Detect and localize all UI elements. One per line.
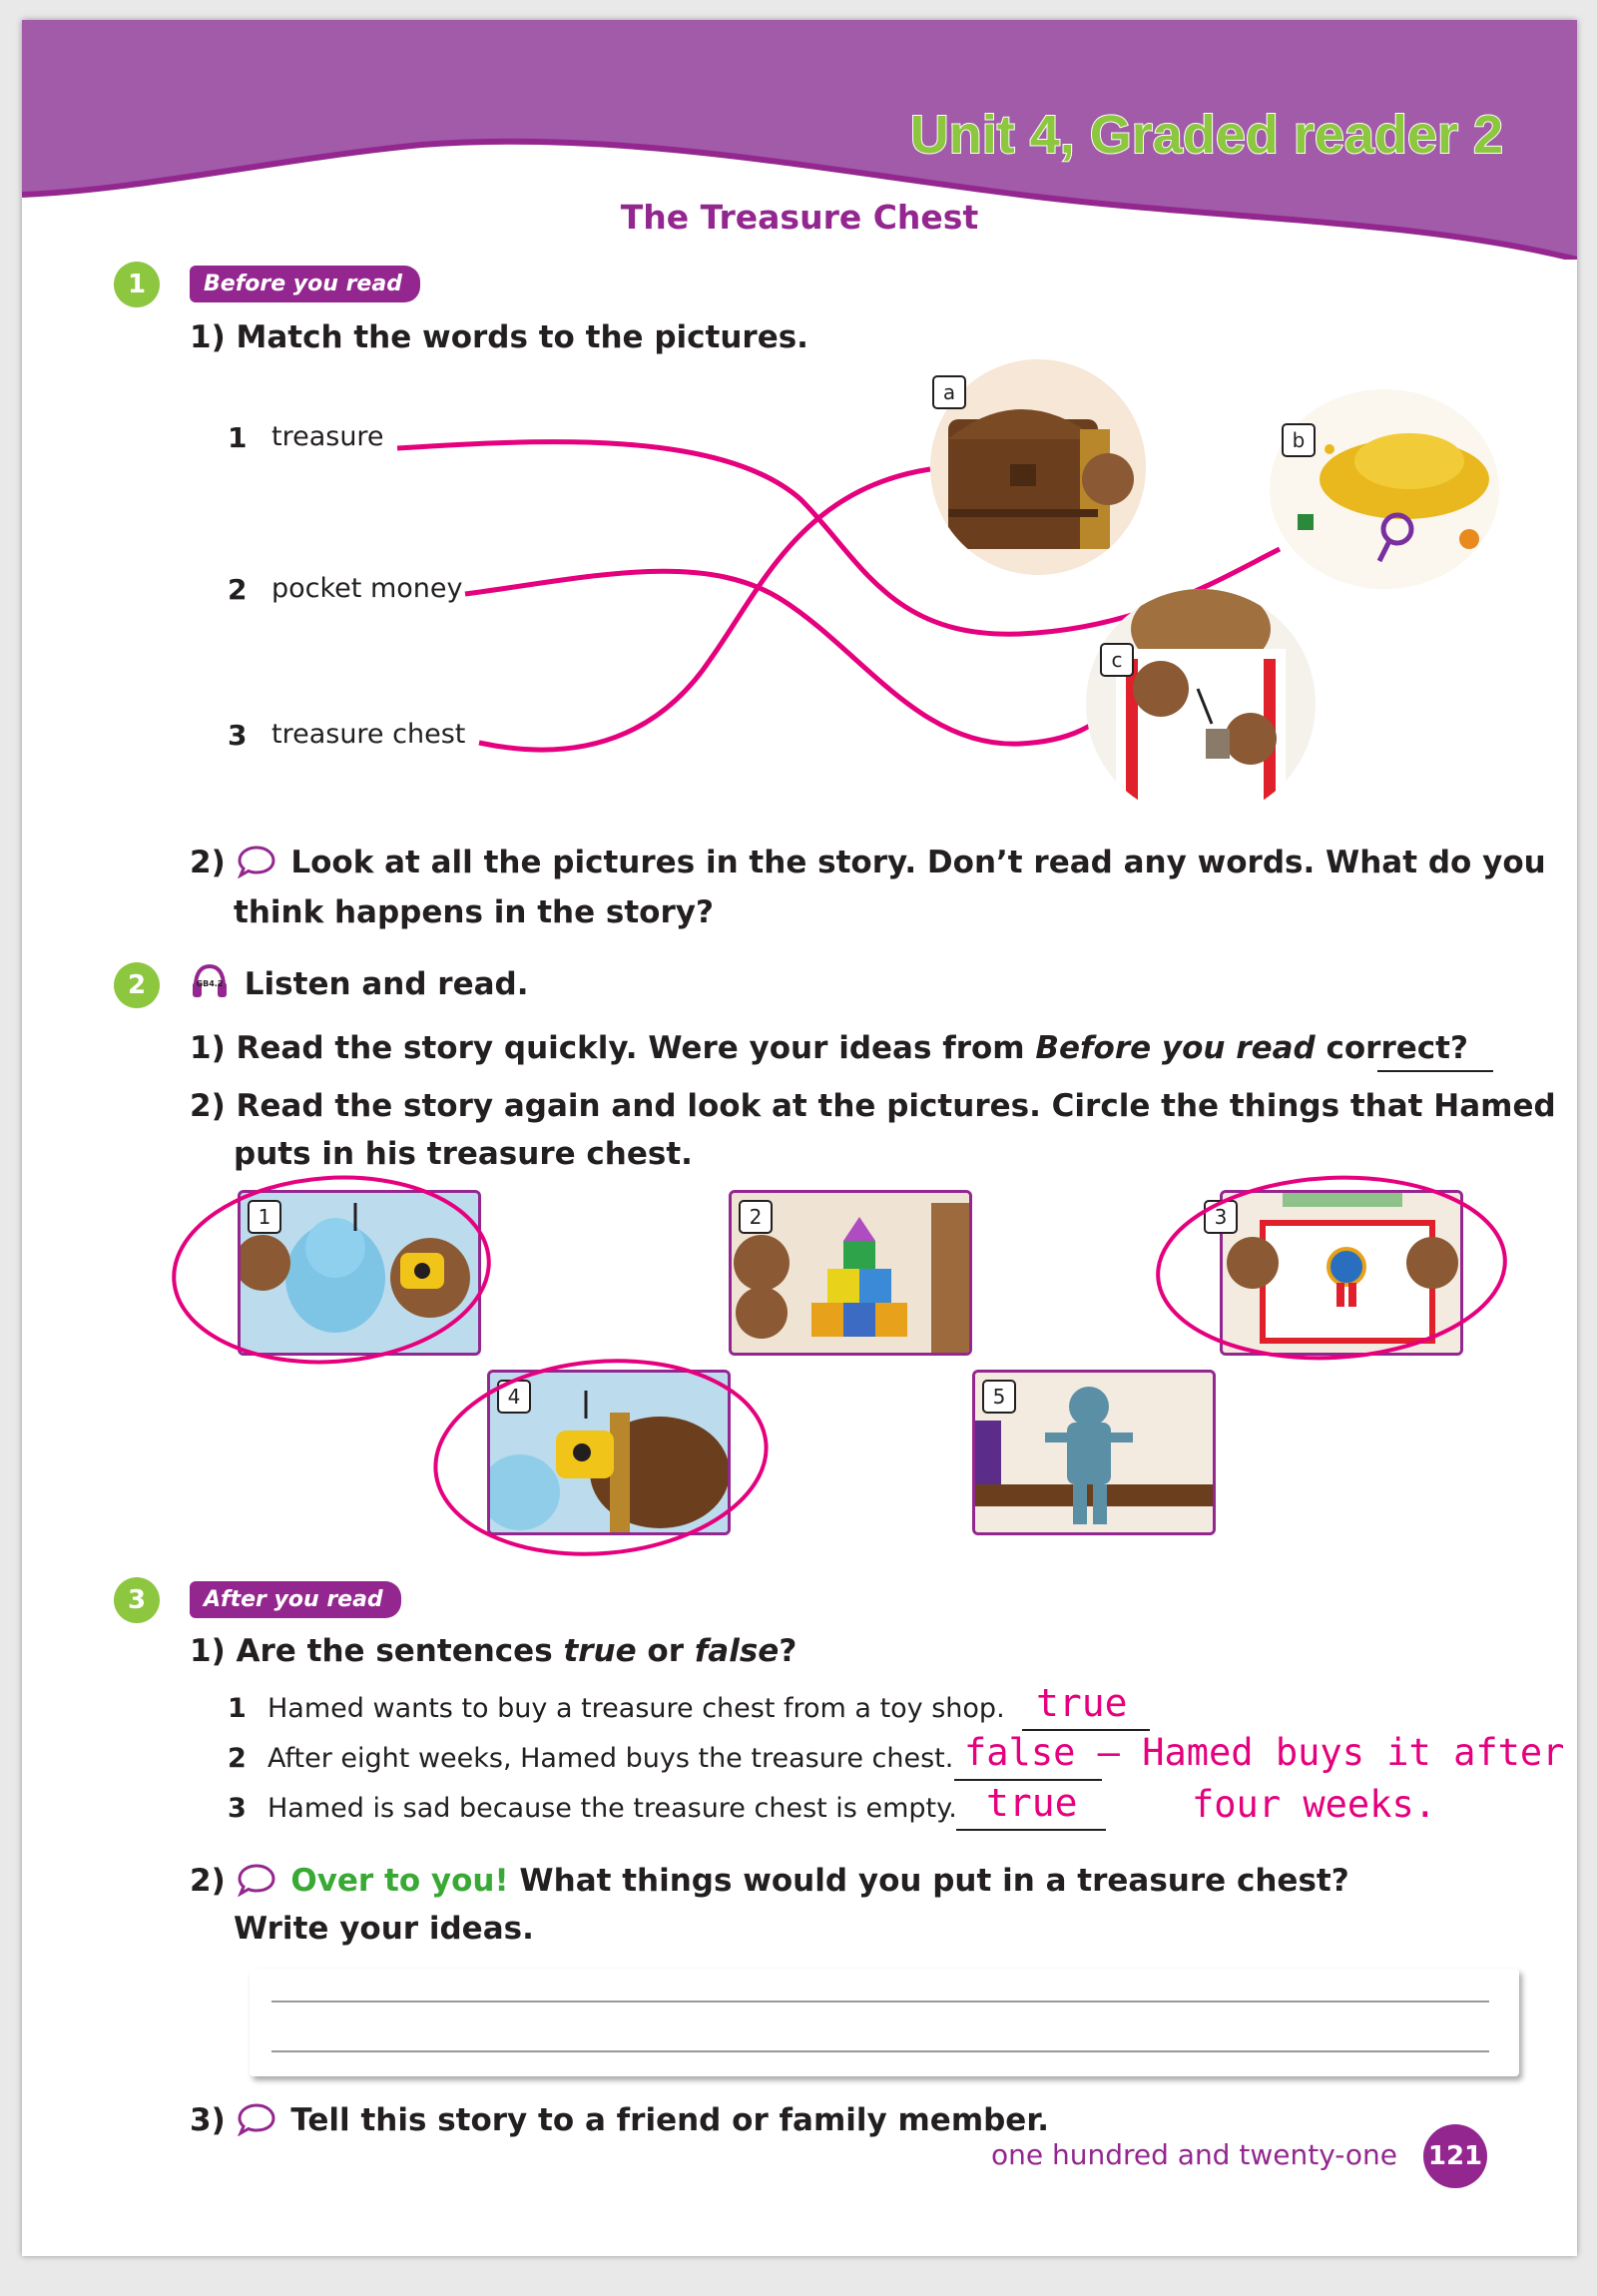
answer-blank-ideas[interactable] (1377, 1070, 1493, 1072)
picture-label-a: a (932, 375, 966, 409)
before-you-read-pill: Before you read (190, 266, 420, 302)
answer-2-continued: four weeks. (1192, 1783, 1437, 1826)
story-picture-label-2: 2 (739, 1200, 773, 1234)
read-quickly-question: 1) Read the story quickly. Were your ideas from Before you read correct? (190, 1030, 1468, 1066)
pocket-money-picture[interactable] (1086, 589, 1316, 819)
answer-circles (22, 1158, 1577, 1577)
question-number: 2) (190, 845, 226, 880)
write-your-ideas: Write your ideas. (234, 1911, 534, 1947)
section-3-number: 3 (114, 1577, 160, 1623)
speech-bubble-icon (237, 1863, 276, 1897)
answer-1: true (1036, 1681, 1128, 1725)
section-1-number: 1 (114, 262, 160, 307)
answer-3: true (986, 1781, 1078, 1825)
sentence-1: Hamed wants to buy a treasure chest from a toy shop. (267, 1693, 1005, 1724)
word-treasure-chest[interactable]: treasure chest (271, 719, 466, 750)
sentence-3: Hamed is sad because the treasure chest is empty. (267, 1793, 957, 1824)
word-treasure[interactable]: treasure (271, 421, 384, 452)
sentence-number-1: 1 (228, 1693, 247, 1724)
look-at-pictures-question-line2: think happens in the story? (234, 894, 714, 930)
answer-2: false – Hamed buys it after (964, 1731, 1565, 1774)
item-number-1: 1 (228, 421, 248, 454)
section-2-number: 2 (114, 962, 160, 1008)
word-pocket-money[interactable]: pocket money (271, 573, 463, 604)
look-at-pictures-question (190, 845, 1546, 880)
story-picture-label-5: 5 (982, 1380, 1016, 1414)
story-picture-label-4: 4 (497, 1380, 531, 1414)
writing-line-2[interactable] (271, 2050, 1489, 2052)
page-number-words: one hundred and twenty-one (990, 2138, 1397, 2171)
unit-title: Unit 4, Graded reader 2 (909, 105, 1503, 165)
picture-label-b: b (1282, 423, 1316, 457)
headphones-icon[interactable] (190, 962, 230, 1000)
writing-line-1[interactable] (271, 2001, 1489, 2003)
svg-text:GB4.2: GB4.2 (196, 979, 224, 988)
writing-box[interactable] (250, 1969, 1519, 2076)
story-picture-label-1: 1 (248, 1200, 281, 1234)
item-number-2: 2 (228, 573, 248, 606)
tell-story-question: 3) Tell this story to a friend or family member. (190, 2102, 1049, 2138)
true-false-question: 1) Are the sentences true or false? (190, 1633, 798, 1669)
item-number-3: 3 (228, 719, 248, 752)
workbook-page (22, 20, 1577, 2256)
sentence-number-3: 3 (228, 1793, 247, 1824)
match-instruction: 1) Match the words to the pictures. (190, 319, 808, 355)
circle-things-question-line2: puts in his treasure chest. (234, 1136, 693, 1172)
after-you-read-pill: After you read (190, 1581, 401, 1618)
question-text: Look at all the pictures in the story. Don’t read any words. What do you (290, 845, 1546, 880)
over-to-you-question: 2) Over to you! What things would you put in a treasure chest? (190, 1863, 1349, 1899)
answer-blank-3[interactable] (956, 1829, 1106, 1831)
over-to-you-label: Over to you! (290, 1863, 509, 1899)
circle-things-question: 2) Read the story again and look at the pictures. Circle the things that Hamed (190, 1088, 1556, 1124)
speech-bubble-icon (237, 2102, 276, 2136)
picture-label-c: c (1100, 643, 1134, 677)
page-number: 121 (1423, 2124, 1487, 2188)
listen-text: Listen and read. (244, 966, 529, 1002)
sentence-2: After eight weeks, Hamed buys the treasure chest. (267, 1743, 954, 1774)
treasure-picture[interactable] (1270, 389, 1499, 589)
story-picture-label-3: 3 (1204, 1200, 1238, 1234)
story-title: The Treasure Chest (620, 198, 979, 237)
listen-and-read (190, 962, 529, 1002)
sentence-number-2: 2 (228, 1743, 247, 1774)
speech-bubble-icon (237, 845, 276, 878)
